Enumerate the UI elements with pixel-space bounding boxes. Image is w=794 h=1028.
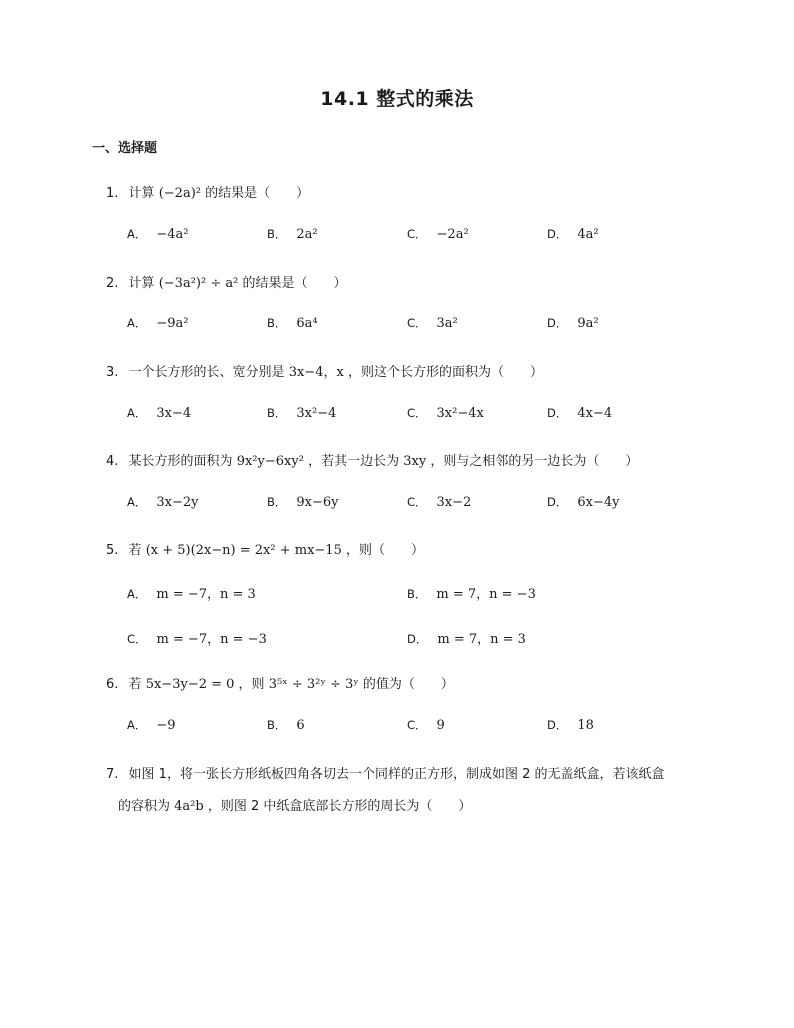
question-number: 3. [106,365,119,380]
page-title: 14.1 整式的乘法 [320,88,474,110]
option-label: D． [547,495,568,509]
option-label: A． [127,316,147,330]
option-value: 9x−6y [296,495,339,510]
question-text: 如图 1，将一张长方形纸板四角各切去一个同样的正方形，制成如图 2 的无盖纸盒，若该纸盒 [128,767,665,782]
option-value: −9 [156,718,176,733]
question-text: 若 [128,543,142,558]
option-b[interactable] [267,405,336,421]
option-value: 3x²−4 [296,406,337,421]
option-d[interactable] [547,226,599,242]
option-d[interactable] [547,315,599,331]
option-label: B． [267,316,287,330]
question-number: 1. [106,186,119,201]
option-label: B． [267,495,287,509]
option-label: C． [407,406,427,420]
option-value: 3x²−4x [436,406,484,421]
question-number: 5. [106,543,119,558]
option-c[interactable] [127,628,267,647]
option-label: C． [127,632,147,646]
question-5 [106,539,424,558]
option-label: C． [407,316,427,330]
question-number: 2. [106,276,119,291]
option-b[interactable] [267,226,318,242]
option-label: D． [547,406,568,420]
option-value: 6 [296,718,305,733]
question-text: 计算 [128,186,155,201]
question-text: 某长方形的面积为 [128,454,233,469]
question-3 [106,361,543,380]
option-label: D． [407,632,428,646]
question-text: 的容积为 [118,799,171,814]
math-expression: 3x−4，x [288,365,344,380]
option-value: 6a⁴ [296,316,318,331]
option-b[interactable] [267,315,318,331]
option-label: A． [127,587,147,601]
section-heading: 一、选择题 [92,141,158,156]
option-value: −2a² [436,227,469,242]
option-value: m = −7，n = −3 [156,632,267,647]
option-value: m = −7，n = 3 [156,587,256,602]
option-a[interactable] [127,315,189,331]
option-label: B． [267,718,287,732]
option-b[interactable] [267,494,339,510]
question-text: ，则 [238,677,265,692]
option-d[interactable] [547,494,619,510]
math-expression: (−3a²)² ÷ a² [158,276,239,291]
option-a[interactable] [127,226,189,242]
option-value: m = 7，n = −3 [436,587,536,602]
question-text: 的结果是（ ） [242,276,347,291]
option-a[interactable] [127,494,199,510]
math-expression: 9x²y−6xy² [236,454,304,469]
option-a[interactable] [127,405,191,421]
option-value: 4x−4 [577,406,613,421]
question-7-line-2 [118,795,471,814]
question-text: ，则（ ） [345,543,424,558]
option-value: 3x−4 [156,406,192,421]
question-1 [106,182,309,201]
option-c[interactable] [407,315,458,331]
option-label: A． [127,227,147,241]
question-text: 若 [128,677,142,692]
option-d[interactable] [547,405,612,421]
math-expression: 3⁵ˣ ÷ 3²ʸ ÷ 3ʸ [268,677,359,692]
question-number: 6. [106,677,119,692]
option-a[interactable] [127,583,256,602]
option-value: 3x−2y [156,495,199,510]
question-text: ，则与之相邻的另一边长为（ ） [430,454,639,469]
option-value: 9 [436,718,445,733]
option-label: D． [547,718,568,732]
option-c[interactable] [407,494,471,510]
question-number: 4. [106,454,119,469]
question-text: 一个长方形的长、宽分别是 [128,365,285,380]
math-expression: 5x−3y−2 = 0 [145,677,235,692]
option-label: D． [547,227,568,241]
question-text: 的值为（ ） [362,677,454,692]
option-value: m = 7，n = 3 [437,632,526,647]
option-c[interactable] [407,717,445,733]
question-7 [106,763,665,782]
option-value: 9a² [577,316,599,331]
option-value: 3a² [436,316,458,331]
option-a[interactable] [127,717,176,733]
option-c[interactable] [407,405,484,421]
question-text: ，则图 2 中纸盒底部长方形的周长为（ ） [207,799,472,814]
option-value: 2a² [296,227,318,242]
question-6 [106,673,454,692]
option-label: D． [547,316,568,330]
question-text: ，若其一边长为 [308,454,400,469]
math-expression: 3xy [403,454,427,469]
math-expression: 4a²b [174,799,204,814]
option-c[interactable] [407,226,469,242]
option-label: C． [407,227,427,241]
option-value: 6x−4y [577,495,620,510]
question-text: 计算 [128,276,155,291]
option-label: A． [127,495,147,509]
option-label: B． [407,587,427,601]
option-value: 3x−2 [436,495,472,510]
question-number: 7. [106,767,119,782]
option-d[interactable] [547,717,594,733]
option-value: 4a² [577,227,599,242]
question-4 [106,450,638,469]
question-text: 的结果是（ ） [205,186,310,201]
question-2 [106,272,346,291]
option-label: B． [267,406,287,420]
option-label: A． [127,718,147,732]
option-value: −9a² [156,316,189,331]
option-d[interactable] [407,628,526,647]
math-expression: (−2a)² [158,186,201,201]
option-value: 18 [577,718,594,733]
option-b[interactable] [407,583,536,602]
option-label: C． [407,495,427,509]
option-label: B． [267,227,287,241]
math-expression: (x + 5)(2x−n) = 2x² + mx−15 [145,543,342,558]
option-label: A． [127,406,147,420]
option-b[interactable] [267,717,305,733]
option-value: −4a² [156,227,189,242]
question-text: ，则这个长方形的面积为（ ） [347,365,543,380]
option-label: C． [407,718,427,732]
